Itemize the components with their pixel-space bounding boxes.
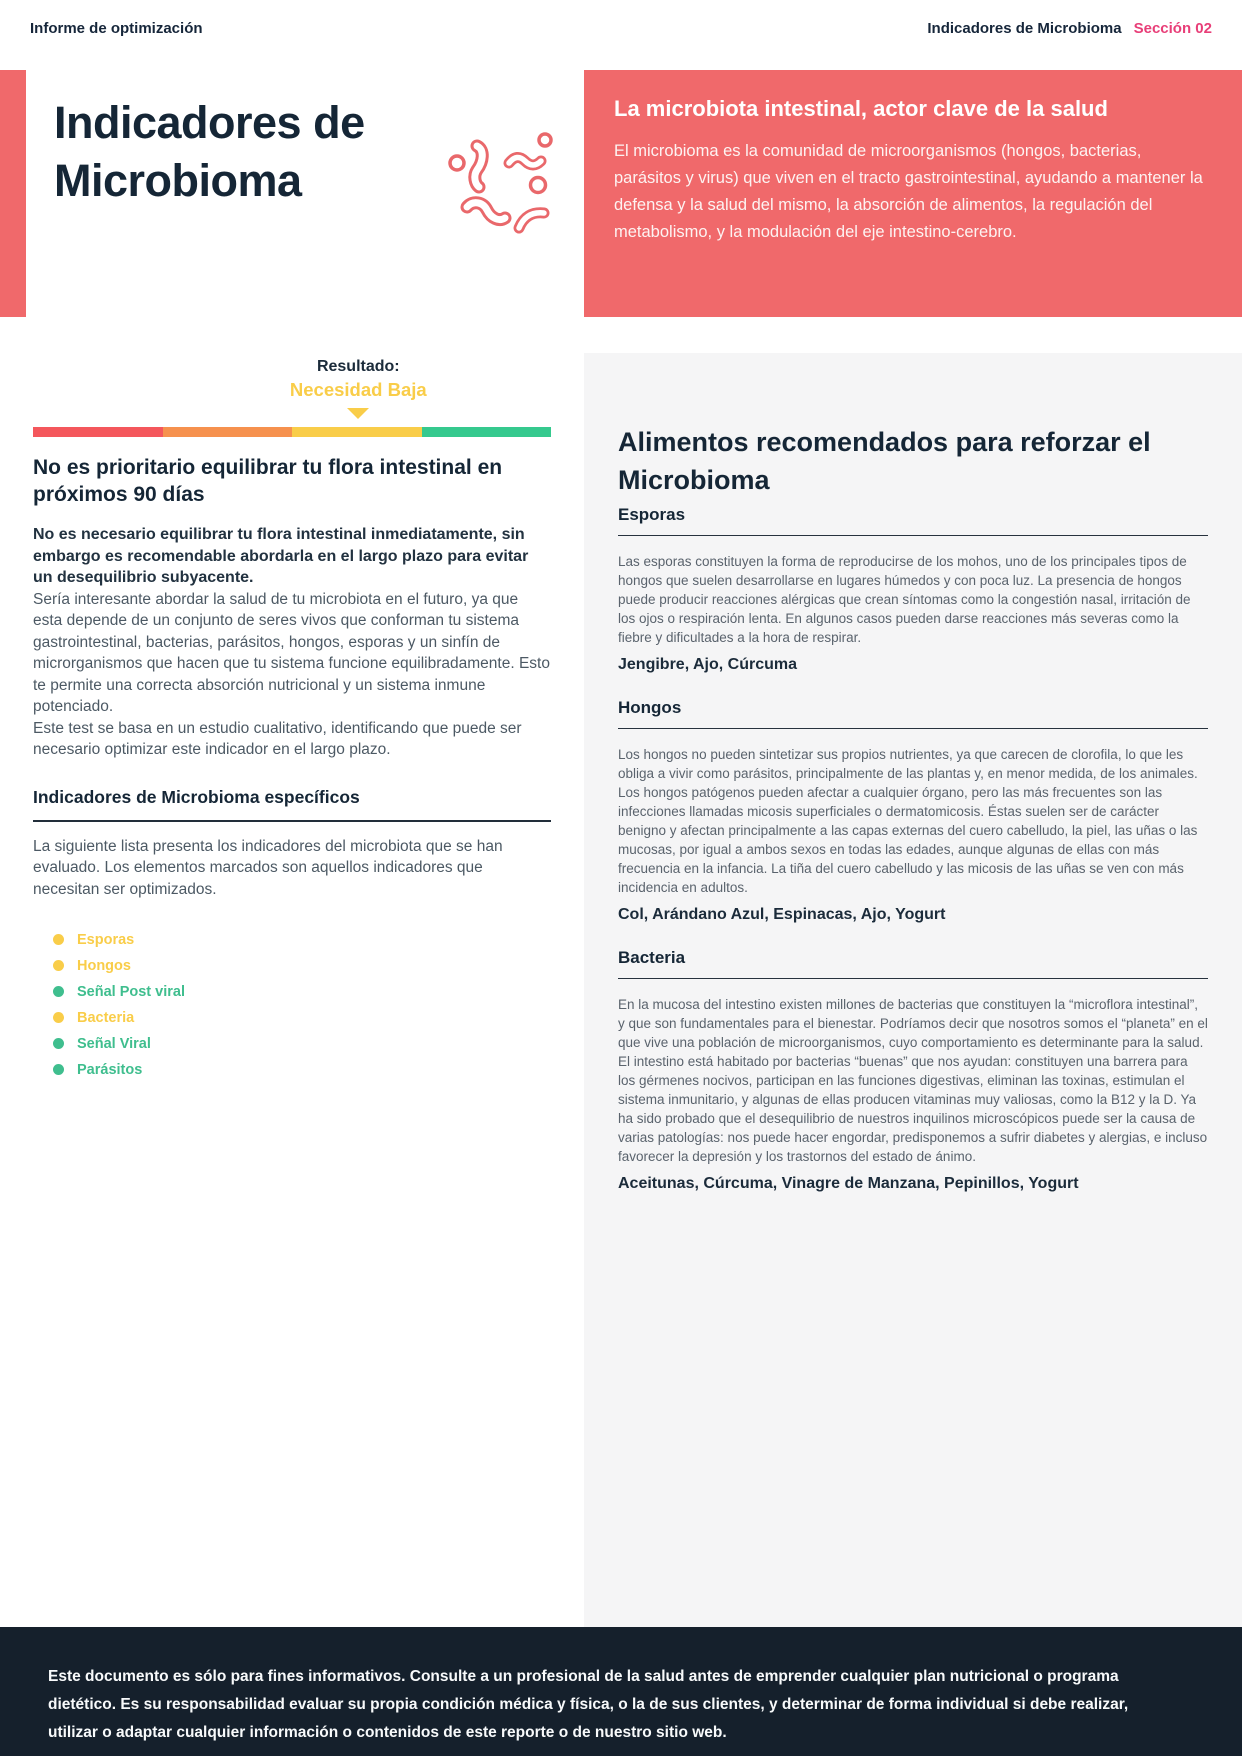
bullet-dot-icon xyxy=(53,1038,64,1049)
bullet-dot-icon xyxy=(53,934,64,945)
food-section-hongos xyxy=(618,698,1208,924)
result-column xyxy=(33,358,551,1088)
indicators-heading: Indicadores de Microbioma específicos xyxy=(33,787,551,822)
indicator-label: Esporas xyxy=(77,931,135,948)
list-item xyxy=(53,958,551,973)
header-doc-title: Indicadores de Microbioma xyxy=(927,20,1122,37)
assessment-heading: No es prioritario equilibrar tu flora intestinal en próximos 90 días xyxy=(33,456,503,506)
section-title: Esporas xyxy=(618,505,1208,536)
intro-highlight-box xyxy=(584,70,1242,317)
bullet-dot-icon xyxy=(53,960,64,971)
assessment-paragraph-1: Sería interesante abordar la salud de tu microbiota en el futuro, ya que esta depende de un conjunto de seres vivos que conforman tu sistema gastrointestinal, bacterias, parásitos, hongos, esporas y un sinfín de microrganismos que hacen que tu sistema funcione equilibradamente. Esto te permite una correcta absorción nutricional y un sistema inmune potenciado. xyxy=(33,590,550,715)
bullet-dot-icon xyxy=(53,986,64,997)
section-foods: Col, Arándano Azul, Espinacas, Ajo, Yogurt xyxy=(618,906,946,923)
recommendations-panel xyxy=(584,353,1242,1627)
meter-segment-green xyxy=(422,427,552,437)
indicator-label: Parásitos xyxy=(77,1061,143,1078)
page-title: Indicadores de Microbioma xyxy=(54,97,365,206)
intro-box-title: La microbiota intestinal, actor clave de la salud xyxy=(614,96,1108,121)
section-body: Los hongos no pueden sintetizar sus propios nutrientes, ya que carecen de clorofila, lo que les obliga a vivir como parásitos, principalmente de las plantas y, en menor medida, de los animales. Los hongos patógenos pueden afectar a cualquier órgano, pero las más frecuentes son las infecciones llamadas micosis superficiales o dermatomicosis. Éstas suelen ser de carácter benigno y afectan principalmente a las capas externas del cuero cabelludo, la piel, las uñas o las mucosas, por igual a ambos sexos en todas las edades, aunque algunas de ellas con más frecuencia en la infancia. La tiña del cuero cabelludo y las micosis de las uñas se ven con más incidencia en adultos. xyxy=(618,747,1198,895)
section-body: En la mucosa del intestino existen millones de bacterias que constituyen la “microflora intestinal”, y que son fundamentales para el bienestar. Podríamos decir que nosotros somos el “planeta” en el que vive una población de microorganismos, cuyo comportamiento es determinante para la salud. El intestino está habitado por bacterias “buenas” que nos ayudan: constituyen una barrera para los gérmenes nocivos, participan en las funciones digestivas, eliminan las toxinas, estimulan el sistema inmunitario, y algunas de ellas producen vitaminas muy valiosas, como la B12 y la D. Ya ha sido probado que el desequilibrio de nuestros inquilinos microscópicos puede ser la causa de varias patologías: nos puede hacer engordar, predisponemos a sufrir diabetes y alergias, e incluso favorecer la depresión y los trastornos del estado de ánimo. xyxy=(618,997,1208,1164)
section-foods: Jengibre, Ajo, Cúrcuma xyxy=(618,656,797,673)
microbes-illustration xyxy=(447,130,553,240)
report-type-label: Informe de optimización xyxy=(30,20,203,37)
assessment-body xyxy=(33,589,551,761)
section-title: Bacteria xyxy=(618,948,1208,979)
section-foods: Aceitunas, Cúrcuma, Vinagre de Manzana, Pepinillos, Yogurt xyxy=(618,1175,1079,1192)
indicators-intro: La siguiente lista presenta los indicadores del microbiota que se han evaluado. Los elementos marcados son aquellos indicadores que necesitan ser optimizados. xyxy=(33,837,503,898)
indicator-label: Señal Post viral xyxy=(77,983,185,1000)
meter-segment-red xyxy=(33,427,163,437)
meter-segment-orange xyxy=(163,427,293,437)
list-item xyxy=(53,984,551,999)
result-label: Resultado: xyxy=(316,358,400,375)
list-item xyxy=(53,1010,551,1025)
meter-segment-yellow xyxy=(292,427,422,437)
section-title: Hongos xyxy=(618,698,1208,729)
meter-marker-icon xyxy=(347,408,369,419)
indicator-label: Señal Viral xyxy=(77,1035,151,1052)
assessment-lead: No es necesario equilibrar tu flora intestinal inmediatamente, sin embargo es recomendable abordarla en el largo plazo para evitar un desequilibrio subyacente. xyxy=(33,526,529,586)
intro-box-body: El microbioma es la comunidad de microorganismos (hongos, bacterias, parásitos y virus) que viven en el tracto gastrointestinal, ayudando a mantener la defensa y la salud del mismo, la absorción de alimentos, la regulación del metabolismo, y la modulación del eje intestino-cerebro. xyxy=(614,142,1203,241)
disclaimer-footer xyxy=(0,1627,1242,1756)
disclaimer-text: Este documento es sólo para fines informativos. Consulte a un profesional de la salud antes de emprender cualquier plan nutricional o programa dietético. Es su responsabilidad evaluar su propia condición médica y física, o la de sus clientes, y determinar de forma individual si debe realizar, utilizar o adaptar cualquier información o contenidos de este reporte o de nuestro sitio web. xyxy=(48,1668,1129,1741)
list-item xyxy=(53,1036,551,1051)
left-accent-bar xyxy=(0,70,26,317)
food-section-bacteria xyxy=(618,948,1208,1193)
bullet-dot-icon xyxy=(53,1012,64,1023)
list-item xyxy=(53,932,551,947)
section-body: Las esporas constituyen la forma de reproducirse de los mohos, uno de los principales tipos de hongos que suelen desarrollarse en lugares húmedos y con poca luz. La presencia de hongos puede producir reacciones alérgicas que crean síntomas como la congestión nasal, irritación de los ojos o respiración lenta. En algunos casos pueden darse reacciones más severas como la fiebre y dificultades a la hora de respirar. xyxy=(618,554,1191,645)
result-value: Necesidad Baja xyxy=(289,379,427,400)
header-right xyxy=(927,20,1212,37)
food-section-esporas xyxy=(618,505,1208,674)
list-item xyxy=(53,1062,551,1077)
header-section-badge: Sección 02 xyxy=(1133,20,1212,37)
indicator-label: Hongos xyxy=(77,957,131,974)
page-header xyxy=(30,20,1212,37)
need-level-meter xyxy=(33,427,551,437)
indicator-list xyxy=(33,932,551,1077)
bullet-dot-icon xyxy=(53,1064,64,1075)
recommendations-title: Alimentos recomendados para reforzar el Microbioma xyxy=(618,427,1151,495)
result-marker-group xyxy=(233,358,483,419)
assessment-paragraph-2: Este test se basa en un estudio cualitativo, identificando que puede ser necesario optimizar este indicador en el largo plazo. xyxy=(33,719,522,758)
indicator-label: Bacteria xyxy=(77,1009,135,1026)
